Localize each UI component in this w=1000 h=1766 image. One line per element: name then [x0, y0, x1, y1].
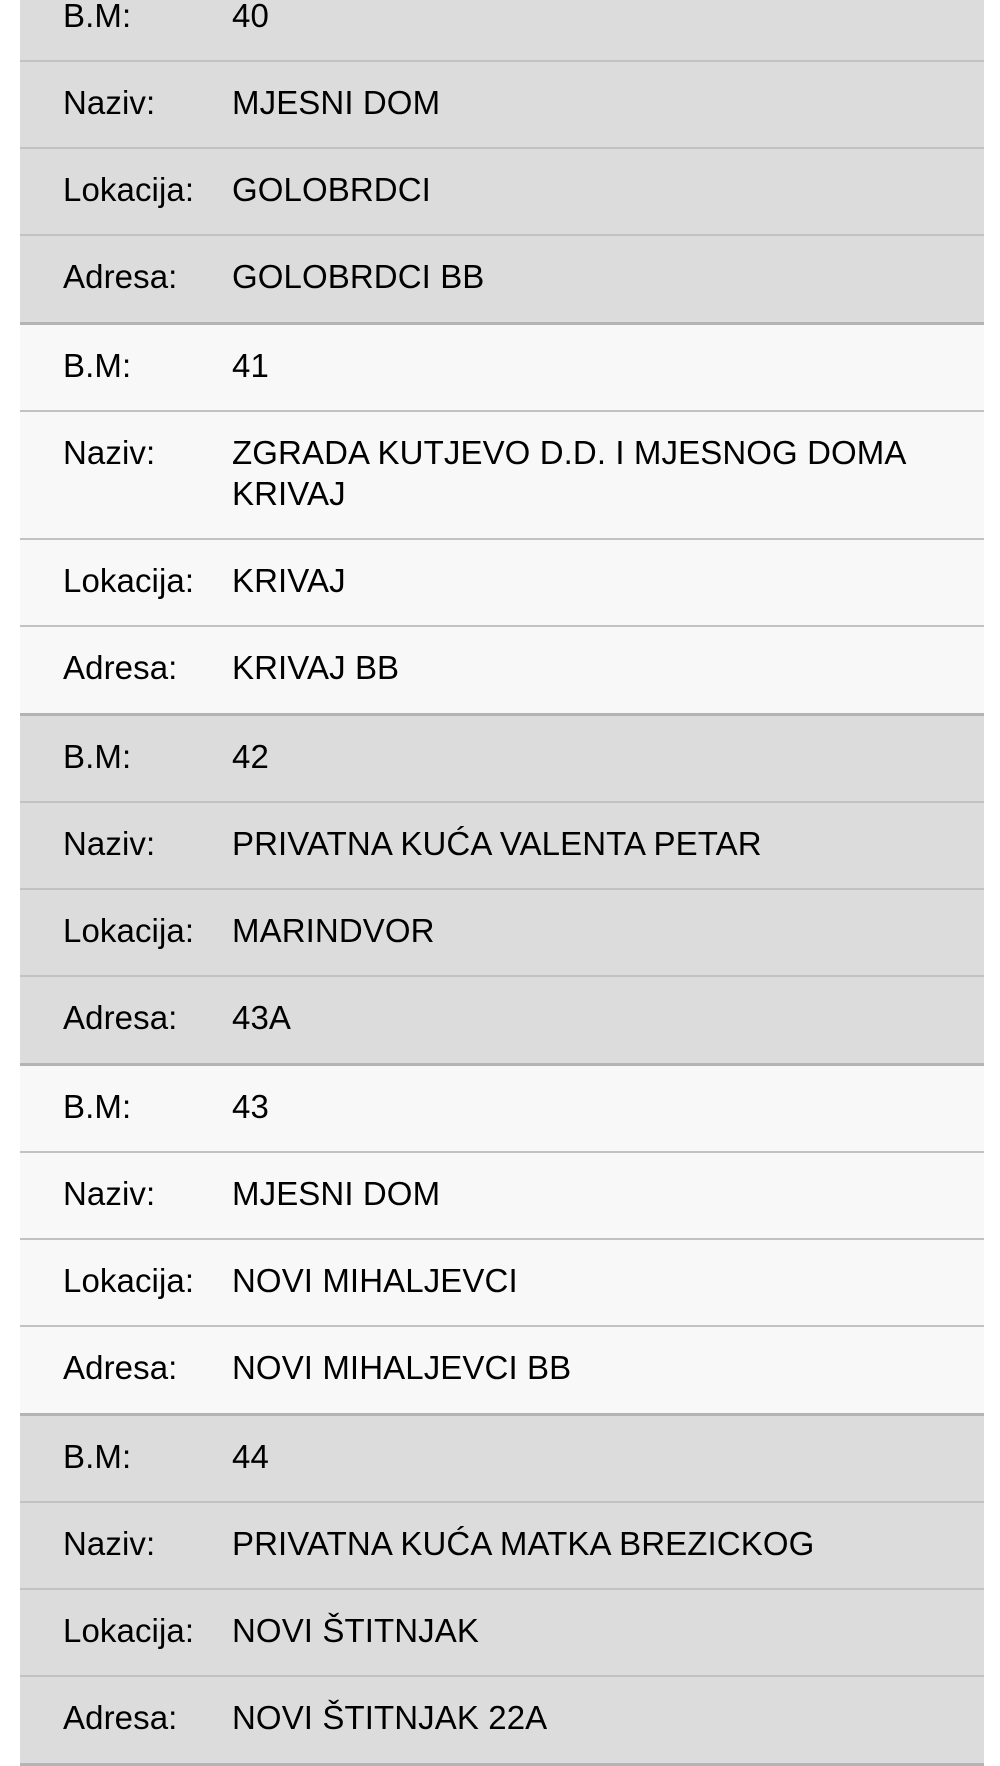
lokacija-label: Lokacija:: [63, 171, 195, 208]
adresa-row: [20, 1327, 984, 1413]
adresa-value: NOVI MIHALJEVCI BB: [232, 1349, 572, 1386]
list-item[interactable]: [20, 1066, 984, 1416]
lokacija-value: NOVI ŠTITNJAK: [232, 1612, 479, 1649]
list-item[interactable]: [20, 716, 984, 1066]
bm-value: 44: [232, 1438, 269, 1475]
bm-row: [20, 1416, 984, 1503]
list-item[interactable]: [20, 1416, 984, 1766]
naziv-row: [20, 1153, 984, 1240]
naziv-value: MJESNI DOM: [232, 84, 441, 121]
adresa-row: [20, 977, 984, 1063]
bm-row: [20, 325, 984, 412]
adresa-row: [20, 236, 984, 322]
adresa-label: Adresa:: [63, 999, 178, 1036]
naziv-label: Naziv:: [63, 825, 156, 862]
naziv-value: PRIVATNA KUĆA VALENTA PETAR: [232, 825, 762, 862]
bm-row: [20, 716, 984, 803]
bm-value: 41: [232, 347, 269, 384]
adresa-label: Adresa:: [63, 649, 178, 686]
lokacija-row: [20, 540, 984, 627]
lokacija-label: Lokacija:: [63, 1612, 195, 1649]
lokacija-value: KRIVAJ: [232, 562, 346, 599]
naziv-row: [20, 62, 984, 149]
lokacija-row: [20, 1590, 984, 1677]
adresa-row: [20, 1677, 984, 1763]
lokacija-row: [20, 1240, 984, 1327]
lokacija-label: Lokacija:: [63, 1262, 195, 1299]
naziv-row: [20, 412, 984, 540]
bm-row: [20, 1066, 984, 1153]
naziv-value: MJESNI DOM: [232, 1175, 441, 1212]
naziv-row: [20, 1503, 984, 1590]
bm-value: 43: [232, 1088, 269, 1125]
adresa-value: GOLOBRDCI BB: [232, 258, 485, 295]
naziv-value: ZGRADA KUTJEVO D.D. I MJESNOG DOMA KRIVAJ: [232, 434, 905, 512]
lokacija-label: Lokacija:: [63, 562, 195, 599]
bm-row: [20, 0, 984, 62]
naziv-value: PRIVATNA KUĆA MATKA BREZICKOG: [232, 1525, 815, 1562]
adresa-label: Adresa:: [63, 1349, 178, 1386]
lokacija-value: NOVI MIHALJEVCI: [232, 1262, 518, 1299]
naziv-label: Naziv:: [63, 84, 156, 121]
naziv-row: [20, 803, 984, 890]
lokacija-value: GOLOBRDCI: [232, 171, 431, 208]
naziv-label: Naziv:: [63, 434, 156, 471]
lokacija-value: MARINDVOR: [232, 912, 435, 949]
adresa-value: KRIVAJ BB: [232, 649, 400, 686]
naziv-label: Naziv:: [63, 1525, 156, 1562]
adresa-value: NOVI ŠTITNJAK 22A: [232, 1699, 548, 1736]
bm-label: B.M:: [63, 347, 132, 384]
bm-value: 40: [232, 0, 269, 34]
bm-label: B.M:: [63, 738, 132, 775]
bm-value: 42: [232, 738, 269, 775]
adresa-value: 43A: [232, 999, 292, 1036]
list-item[interactable]: [20, 325, 984, 716]
lokacija-label: Lokacija:: [63, 912, 195, 949]
bm-label: B.M:: [63, 1088, 132, 1125]
bm-label: B.M:: [63, 0, 132, 34]
polling-station-list: [20, 0, 984, 1766]
adresa-row: [20, 627, 984, 713]
adresa-label: Adresa:: [63, 1699, 178, 1736]
lokacija-row: [20, 149, 984, 236]
bm-label: B.M:: [63, 1438, 132, 1475]
lokacija-row: [20, 890, 984, 977]
adresa-label: Adresa:: [63, 258, 178, 295]
list-item[interactable]: [20, 0, 984, 325]
naziv-label: Naziv:: [63, 1175, 156, 1212]
